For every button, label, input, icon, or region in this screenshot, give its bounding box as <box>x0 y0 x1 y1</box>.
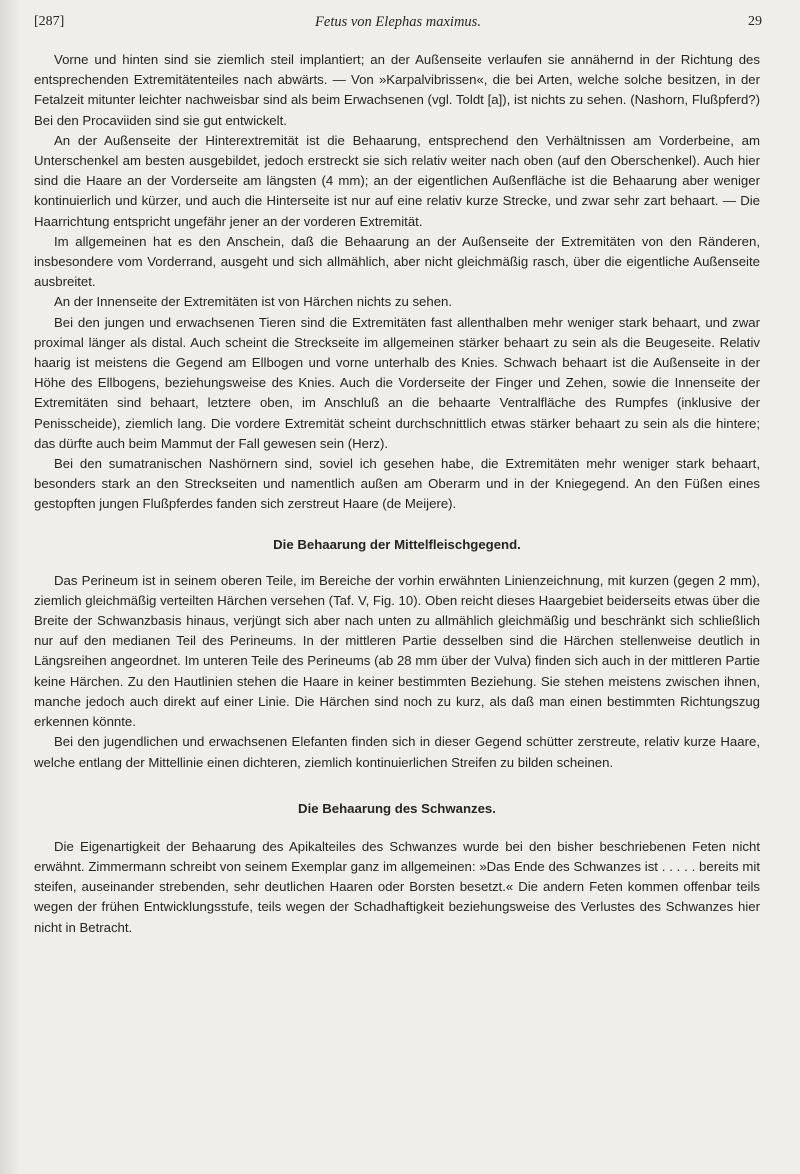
section-heading-perineum: Die Behaarung der Mittelfleischgegend. <box>273 536 521 552</box>
paragraph: An der Außenseite der Hinterextremität ist die Behaarung, entsprechend den Verhältnissen am Vorderbeine, am Unterschenkel am besten ausgebildet, jedoch erstreckt sie sich relativ weiter nach oben (auf den Oberschenkel). Auch hier sind die Haare an der Vorderseite am längsten (4 mm); an der eigentlichen Außenfläche ist die Behaarung aber weniger kontinuierlich und kürzer, und auch die Hinterseite ist nur auf eine relativ kurze Strecke, und zwar sehr zart behaart. — Die Haarrichtung entspricht ungefähr jener an der vorderen Extremität. <box>34 132 760 229</box>
page-edge-shadow <box>0 0 20 1174</box>
paragraph: Bei den sumatranischen Nashörnern sind, soviel ich gesehen habe, die Extremitäten mehr weniger stark behaart, besonders stark an den Streckseiten und namentlich außen am Oberarm und in der Kniegegend. An den Füßen eines gestopften jungen Flußpferdes fanden sich zerstreut Haare (de Meijere). <box>34 456 760 512</box>
section-heading-tail: Die Behaarung des Schwanzes. <box>298 800 496 816</box>
paragraph: Bei den jungen und erwachsenen Tieren sind die Extremitäten fast allenthalben mehr weniger stark behaart, und zwar proximal länger als distal. Auch scheint die Streckseite im allgemeinen stärker behaart zu sein als die Beugeseite. Relativ haarig ist meistens die Gegend am Ellbogen und vorne unterhalb des Knies. Schwach behaart ist die Außenseite in der Höhe des Ellbogens, beziehungsweise des Knies. Auch die Vorderseite der Finger und Zehen, sowie die Innenseite der Extremitäten sind behaart, letztere oben, im Anschluß an die behaarte Ventralfläche des Rumpfes (inklusive der Penisscheide), ziemlich lang. Die vordere Extremität scheint durchschnittlich etwas stärker behaart zu sein als die hintere; das dürfte auch beim Mammut der Fall gewesen sein (Herz). <box>34 314 760 451</box>
paragraph: Das Perineum ist in seinem oberen Teile, im Bereiche der vorhin erwähnten Linienzeichnung, mit kurzen (gegen 2 mm), ziemlich gleichmäßig verteilten Härchen versehen (Taf. V, Fig. 10). Oben reicht dieses Haargebiet beiderseits etwas über die Breite der Schwanzbasis hinaus, verjüngt sich aber nach unten zu allmählich gleichmäßig und beschränkt sich schließlich nur auf den medianen Teil des Perineums. In der mittleren Partie desselben sind die Härchen stellenweise deutlich in Längsreihen angeordnet. Im unteren Teile des Perineums (ab 28 mm über der Vulva) finden sich auch in der mittleren Partie keine Härchen. Zu den Hautlinien stehen die Haare in keiner bestimmten Beziehung. Sie stehen meistens zwischen ihnen, manche jedoch auch direkt auf einer Linie. Die Härchen sind noch zu kurz, als daß man einen bestimmten Richtungszug erkennen könnte. <box>34 572 760 730</box>
paragraph: Vorne und hinten sind sie ziemlich steil implantiert; an der Außenseite verlaufen sie annähernd in der Richtung des entsprechenden Extremitätenteiles nach abwärts. — Von »Karpalvibrissen«, die bei Arten, welche solche besitzen, in der Fetalzeit mitunter leichter nachweisbar sind als beim Erwachsenen (vgl. Toldt [a]), ist nichts zu sehen. (Nashorn, Flußpferd?) Bei den Procaviiden sind sie gut entwickelt. <box>34 52 760 128</box>
paragraph: Bei den jugendlichen und erwachsenen Elefanten finden sich in dieser Gegend schütter zerstreute, relativ kurze Haare, welche entlang der Mittellinie einen dichteren, ziemlich kontinuierlichen Streifen zu bilden scheinen. <box>34 734 760 770</box>
page-reference: [287] <box>34 14 65 29</box>
paragraph: An der Innenseite der Extremitäten ist von Härchen nichts zu sehen. <box>54 294 453 310</box>
page-number: 29 <box>748 14 762 29</box>
running-header <box>34 14 762 36</box>
article-body <box>34 50 760 938</box>
paragraph: Die Eigenartigkeit der Behaarung des Apikalteiles des Schwanzes wurde bei den bisher beschriebenen Feten nicht erwähnt. Zimmermann schreibt von seinem Exemplar ganz im allgemeinen: »Das Ende des Schwanzes ist . . . . . bereits mit steifen, auseinander strebenden, sehr deutlichen Haaren oder Borsten besetzt.« Die andern Feten kommen offenbar teils wegen der frühen Entwicklungsstufe, teils wegen der Schadhaftigkeit beziehungsweise des Verlustes des Schwanzes hier nicht in Betracht. <box>34 838 760 935</box>
paragraph: Im allgemeinen hat es den Anschein, daß die Behaarung an der Außenseite der Extremitäten von den Ränderen, insbesondere vom Vorderrand, ausgeht und sich allmählich, aber nicht gleichmäßig rasch, über die eigentliche Außenseite ausbreitet. <box>34 233 760 290</box>
running-title: Fetus von Elephas maximus. <box>315 14 481 30</box>
